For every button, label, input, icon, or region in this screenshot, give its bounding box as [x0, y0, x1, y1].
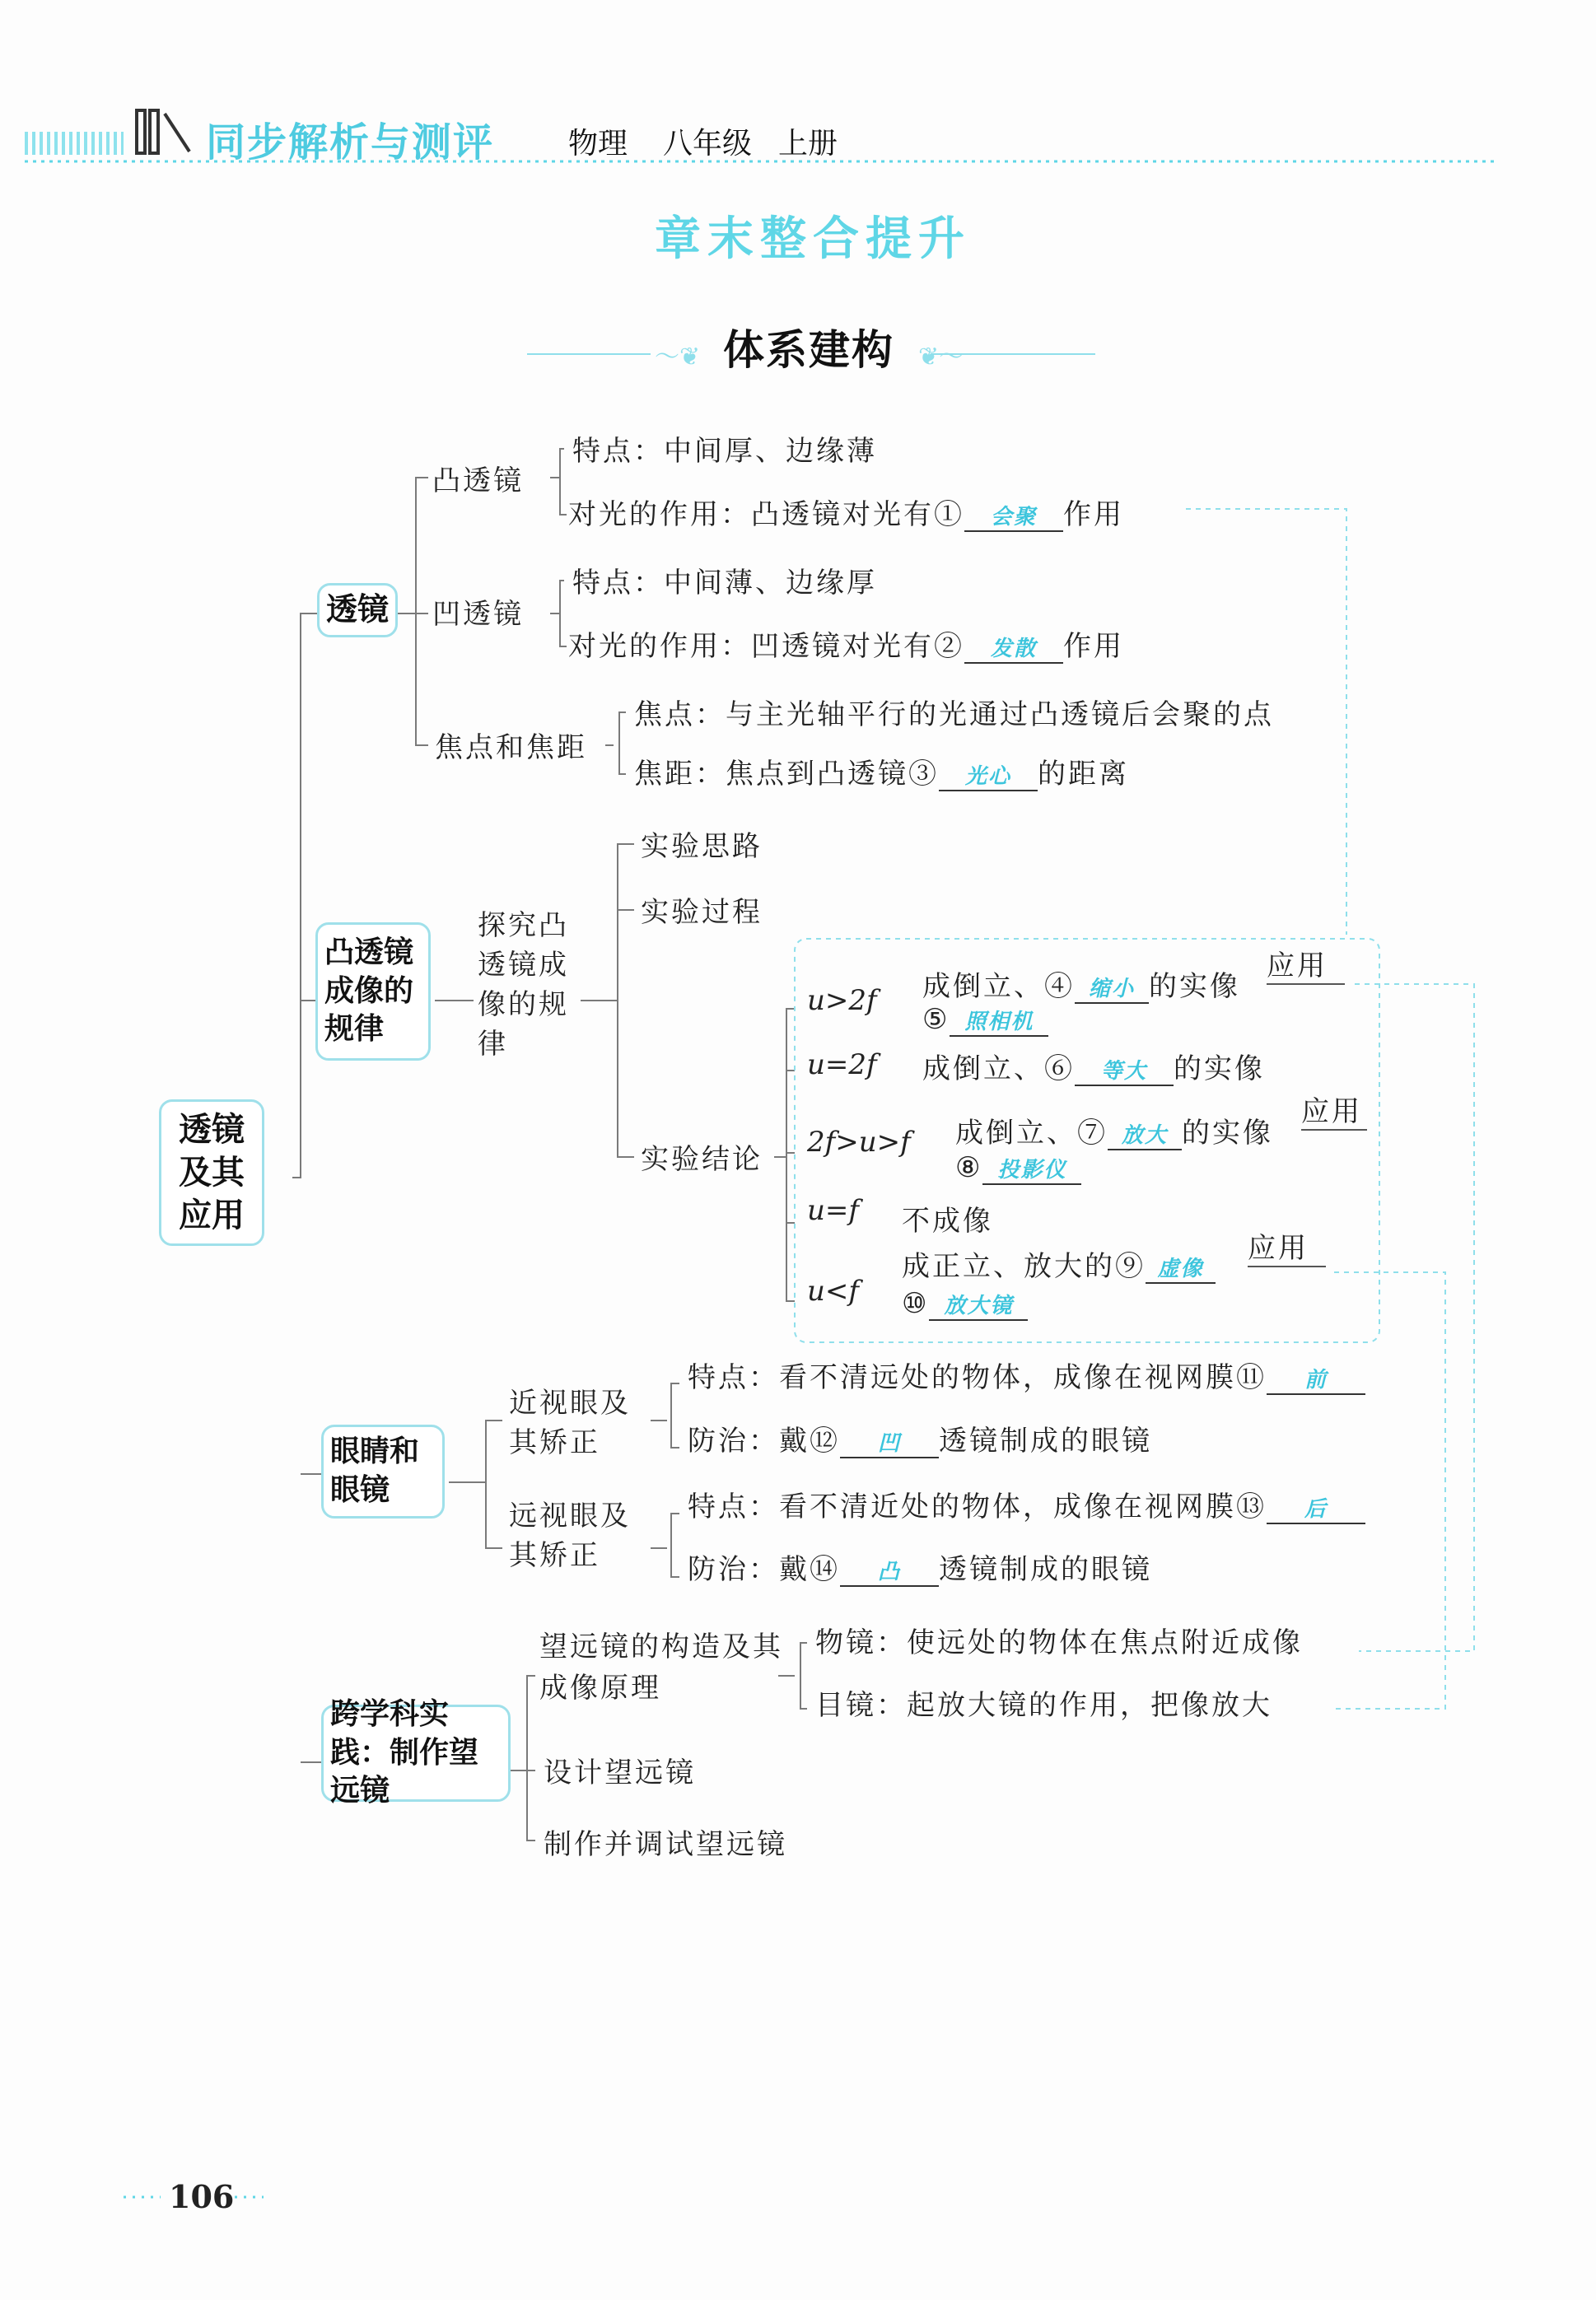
- answer-14: 凸: [840, 1555, 939, 1587]
- answer-9: 虚像: [1146, 1252, 1216, 1284]
- subject-label: 物理: [568, 127, 628, 161]
- case-text-prefix: 成倒立、④: [922, 970, 1075, 1003]
- apply-label: [1301, 1089, 1367, 1131]
- answer-2: 发散: [964, 632, 1063, 664]
- header-dots: [25, 132, 124, 155]
- concave-effect-suffix: 作用: [1063, 630, 1124, 663]
- hyperopia-cure: [688, 1547, 1152, 1587]
- objective-lens: 物镜：使远处的物体在焦点附近成像: [815, 1626, 1303, 1659]
- apply-text: 应用: [1248, 1232, 1309, 1265]
- case-condition: 2f>u>f: [807, 1126, 911, 1159]
- eyepiece-lens: 目镜：起放大镜的作用，把像放大: [815, 1689, 1272, 1722]
- case-condition: u=2f: [807, 1048, 877, 1081]
- focal-length-suffix: 的距离: [1038, 758, 1129, 791]
- explore-label: 探究凸透镜成像的规律: [478, 909, 569, 1061]
- apply-text: 应用: [1267, 949, 1328, 982]
- page-number: 106: [169, 2178, 235, 2215]
- case-text-prefix: 成倒立、⑥: [922, 1052, 1075, 1085]
- apply-text: 应用: [1301, 1095, 1362, 1128]
- eyes-node: 眼睛和眼镜: [321, 1425, 445, 1519]
- answer-8: 投影仪: [982, 1153, 1081, 1185]
- book-logo-icon: [133, 107, 194, 160]
- application-number: ⑧: [955, 1151, 983, 1184]
- hyperopia-feature: [688, 1484, 1365, 1524]
- myopia-cure-suffix: 透镜制成的眼镜: [939, 1425, 1152, 1458]
- case-application: [902, 1287, 1028, 1321]
- myopia-cure-prefix: 防治：戴⑫: [688, 1425, 840, 1458]
- myopia-label: 近视眼及其矫正: [509, 1387, 631, 1459]
- hyperopia-feature-prefix: 特点：看不清近处的物体，成像在视网膜⑬: [688, 1491, 1267, 1523]
- case-application: [922, 1003, 1048, 1037]
- focal-length-prefix: 焦距：焦点到凸透镜③: [634, 758, 939, 791]
- focus-label: 焦点和焦距: [435, 731, 587, 764]
- telescope-design: 设计望远镜: [544, 1756, 696, 1789]
- application-number: ⑩: [902, 1287, 930, 1320]
- concave-lens-label: 凹透镜: [432, 598, 524, 631]
- focus-point: 焦点：与主光轴平行的光通过凸透镜后会聚的点: [634, 698, 1274, 731]
- convex-lens-label: 凸透镜: [432, 464, 524, 497]
- case-application: [955, 1151, 1081, 1185]
- concave-effect-prefix: 对光的作用：凹透镜对光有②: [568, 630, 964, 663]
- lens-node: 透镜: [317, 583, 398, 637]
- case-result: 不成像: [902, 1205, 993, 1238]
- case-text-suffix: 的实像: [1149, 970, 1240, 1003]
- answer-7: 放大: [1108, 1118, 1182, 1150]
- answer-3: 光心: [939, 759, 1038, 791]
- root-node: 透镜及其应用: [159, 1099, 264, 1246]
- case-text-suffix: 的实像: [1182, 1117, 1273, 1150]
- ornament-left-icon: 〜❦: [655, 343, 701, 371]
- section-title: 体系建构: [723, 326, 894, 374]
- myopia-feature: [688, 1355, 1365, 1395]
- imaging-node: 凸透镜成像的规律: [315, 922, 431, 1061]
- myopia-cure: [688, 1418, 1152, 1458]
- convex-effect-suffix: 作用: [1063, 498, 1124, 531]
- grade-label: 八年级: [663, 127, 753, 161]
- telescope-node: 跨学科实践：制作望远镜: [321, 1705, 511, 1802]
- case-result: [902, 1243, 1216, 1284]
- case-condition: u=f: [807, 1194, 859, 1227]
- case-result: [922, 1046, 1265, 1086]
- convex-effect: [568, 492, 1124, 532]
- hyperopia-cure-prefix: 防治：戴⑭: [688, 1553, 840, 1586]
- answer-4: 缩小: [1075, 972, 1149, 1004]
- answer-10: 放大镜: [929, 1289, 1028, 1321]
- hyperopia-cure-suffix: 透镜制成的眼镜: [939, 1553, 1152, 1586]
- answer-13: 后: [1267, 1492, 1365, 1524]
- convex-effect-prefix: 对光的作用：凸透镜对光有①: [568, 498, 964, 531]
- convex-feature: 特点：中间厚、边缘薄: [572, 435, 877, 468]
- case-text-prefix: 成倒立、⑦: [955, 1117, 1108, 1150]
- telescope-structure: 望远镜的构造及其成像原理: [539, 1631, 783, 1705]
- apply-label: [1248, 1225, 1326, 1267]
- case-text-suffix: 的实像: [1174, 1052, 1265, 1085]
- telescope-make: 制作并调试望远镜: [544, 1828, 787, 1861]
- chapter-title: 章末整合提升: [655, 212, 971, 266]
- case-result: [922, 963, 1240, 1004]
- case-condition: u<f: [807, 1275, 859, 1308]
- focal-length: [634, 751, 1129, 791]
- volume-label: 上册: [778, 127, 838, 161]
- apply-label: [1267, 943, 1345, 985]
- series-title: 同步解析与测评: [206, 119, 495, 166]
- concave-feature: 特点：中间薄、边缘厚: [572, 567, 877, 599]
- answer-1: 会聚: [964, 500, 1063, 532]
- case-text-prefix: 成正立、放大的⑨: [902, 1250, 1146, 1283]
- experiment-conclusion: 实验结论: [641, 1143, 763, 1176]
- answer-5: 照相机: [950, 1005, 1048, 1037]
- answer-11: 前: [1267, 1363, 1365, 1395]
- case-condition: u>2f: [807, 984, 877, 1017]
- application-number: ⑤: [922, 1003, 950, 1036]
- experiment-idea: 实验思路: [641, 830, 763, 863]
- case-result: [955, 1110, 1273, 1150]
- myopia-feature-prefix: 特点：看不清远处的物体，成像在视网膜⑪: [688, 1361, 1267, 1394]
- hyperopia-label: 远视眼及其矫正: [509, 1500, 631, 1572]
- ornament-right-icon: ❦〜: [918, 343, 964, 371]
- experiment-process: 实验过程: [641, 896, 763, 929]
- answer-12: 凹: [840, 1426, 939, 1458]
- concave-effect: [568, 623, 1124, 664]
- answer-6: 等大: [1075, 1054, 1174, 1086]
